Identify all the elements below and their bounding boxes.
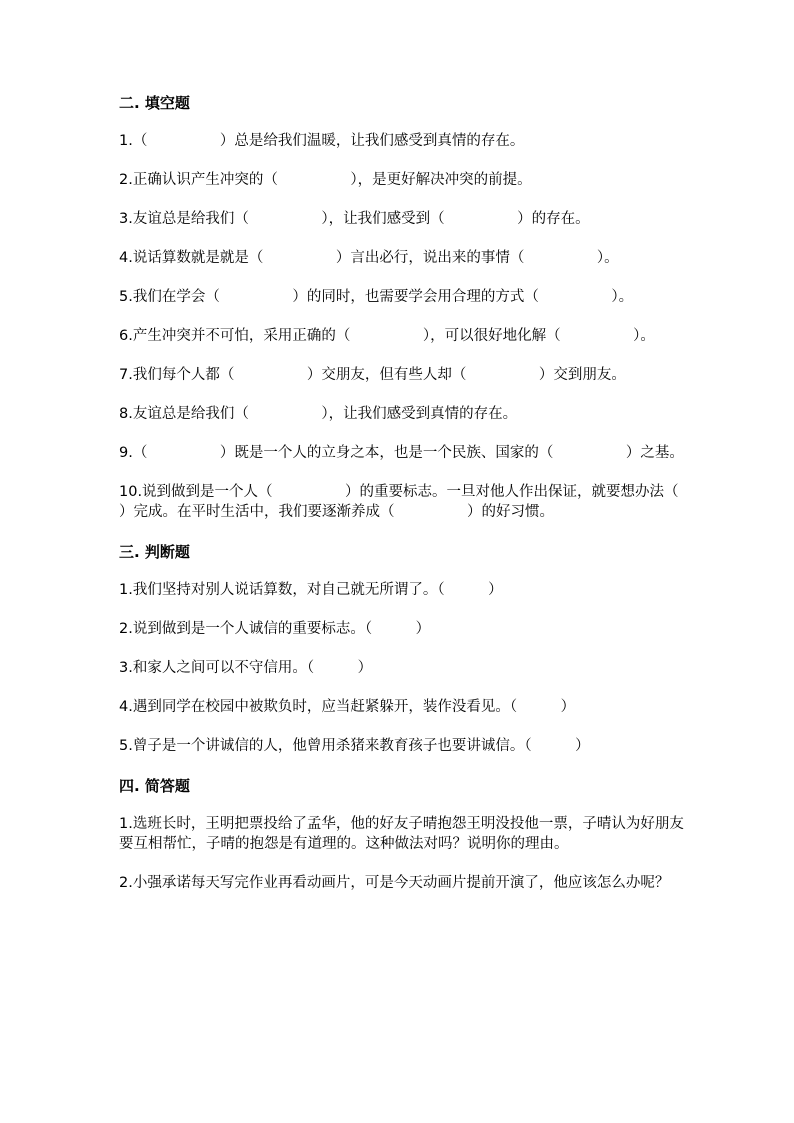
section-heading-true-false: 三. 判断题 [119,543,190,561]
worksheet-page [119,92,752,912]
question-item: 3.和家人之间可以不守信用。（ ） [119,660,373,676]
question-item: 1.选班长时，王明把票投给了孟华，他的好友子晴抱怨王明没投他一票，子晴认为好朋友要互相帮忙，子晴的抱怨是有道理的。这种做法对吗？说明你的理由。 [119,816,684,852]
question-item: 8.友谊总是给我们（ ），让我们感受到真情的存在。 [119,406,518,422]
question-item: 2.说到做到是一个人诚信的重要标志。（ ） [119,621,431,637]
question-item: 5.我们在学会（ ）的同时，也需要学会用合理的方式（ ）。 [119,289,634,305]
question-item: 2.正确认识产生冲突的（ ），是更好解决冲突的前提。 [119,172,532,188]
question-item: 3.友谊总是给我们（ ），让我们感受到（ ）的存在。 [119,211,590,227]
question-item: 1.（ ）总是给我们温暖，让我们感受到真情的存在。 [119,133,525,149]
question-item: 1.我们坚持对别人说话算数，对自己就无所谓了。（ ） [119,582,503,598]
true-false-section [119,541,689,756]
question-item: 10.说到做到是一个人（ ）的重要标志。一旦对他人作出保证，就要想办法（ ）完成。在平时生活中，我们要逐渐养成（ ）的好习惯。 [119,484,752,520]
section-heading-fill-in-blank: 二. 填空题 [119,94,190,112]
question-item: 4.遇到同学在校园中被欺负时，应当赶紧躲开，装作没看见。（ ） [119,699,576,715]
question-item: 9.（ ）既是一个人的立身之本，也是一个民族、国家的（ ）之基。 [119,445,684,461]
question-item: 6.产生冲突并不可怕，采用正确的（ ），可以很好地化解（ ）。 [119,328,655,344]
short-answer-section [119,775,689,893]
section-heading-short-answer: 四. 简答题 [119,777,190,795]
question-item: 4.说话算数就是就是（ ）言出必行，说出来的事情（ ）。 [119,250,619,266]
question-item: 5.曾子是一个讲诚信的人，他曾用杀猪来教育孩子也要讲诚信。（ ） [119,738,590,754]
question-item: 7.我们每个人都（ ）交朋友，但有些人却（ ）交到朋友。 [119,367,626,383]
question-item: 2.小强承诺每天写完作业再看动画片，可是今天动画片提前开演了，他应该怎么办呢？ [119,875,670,891]
fill-in-blank-section [119,92,752,522]
